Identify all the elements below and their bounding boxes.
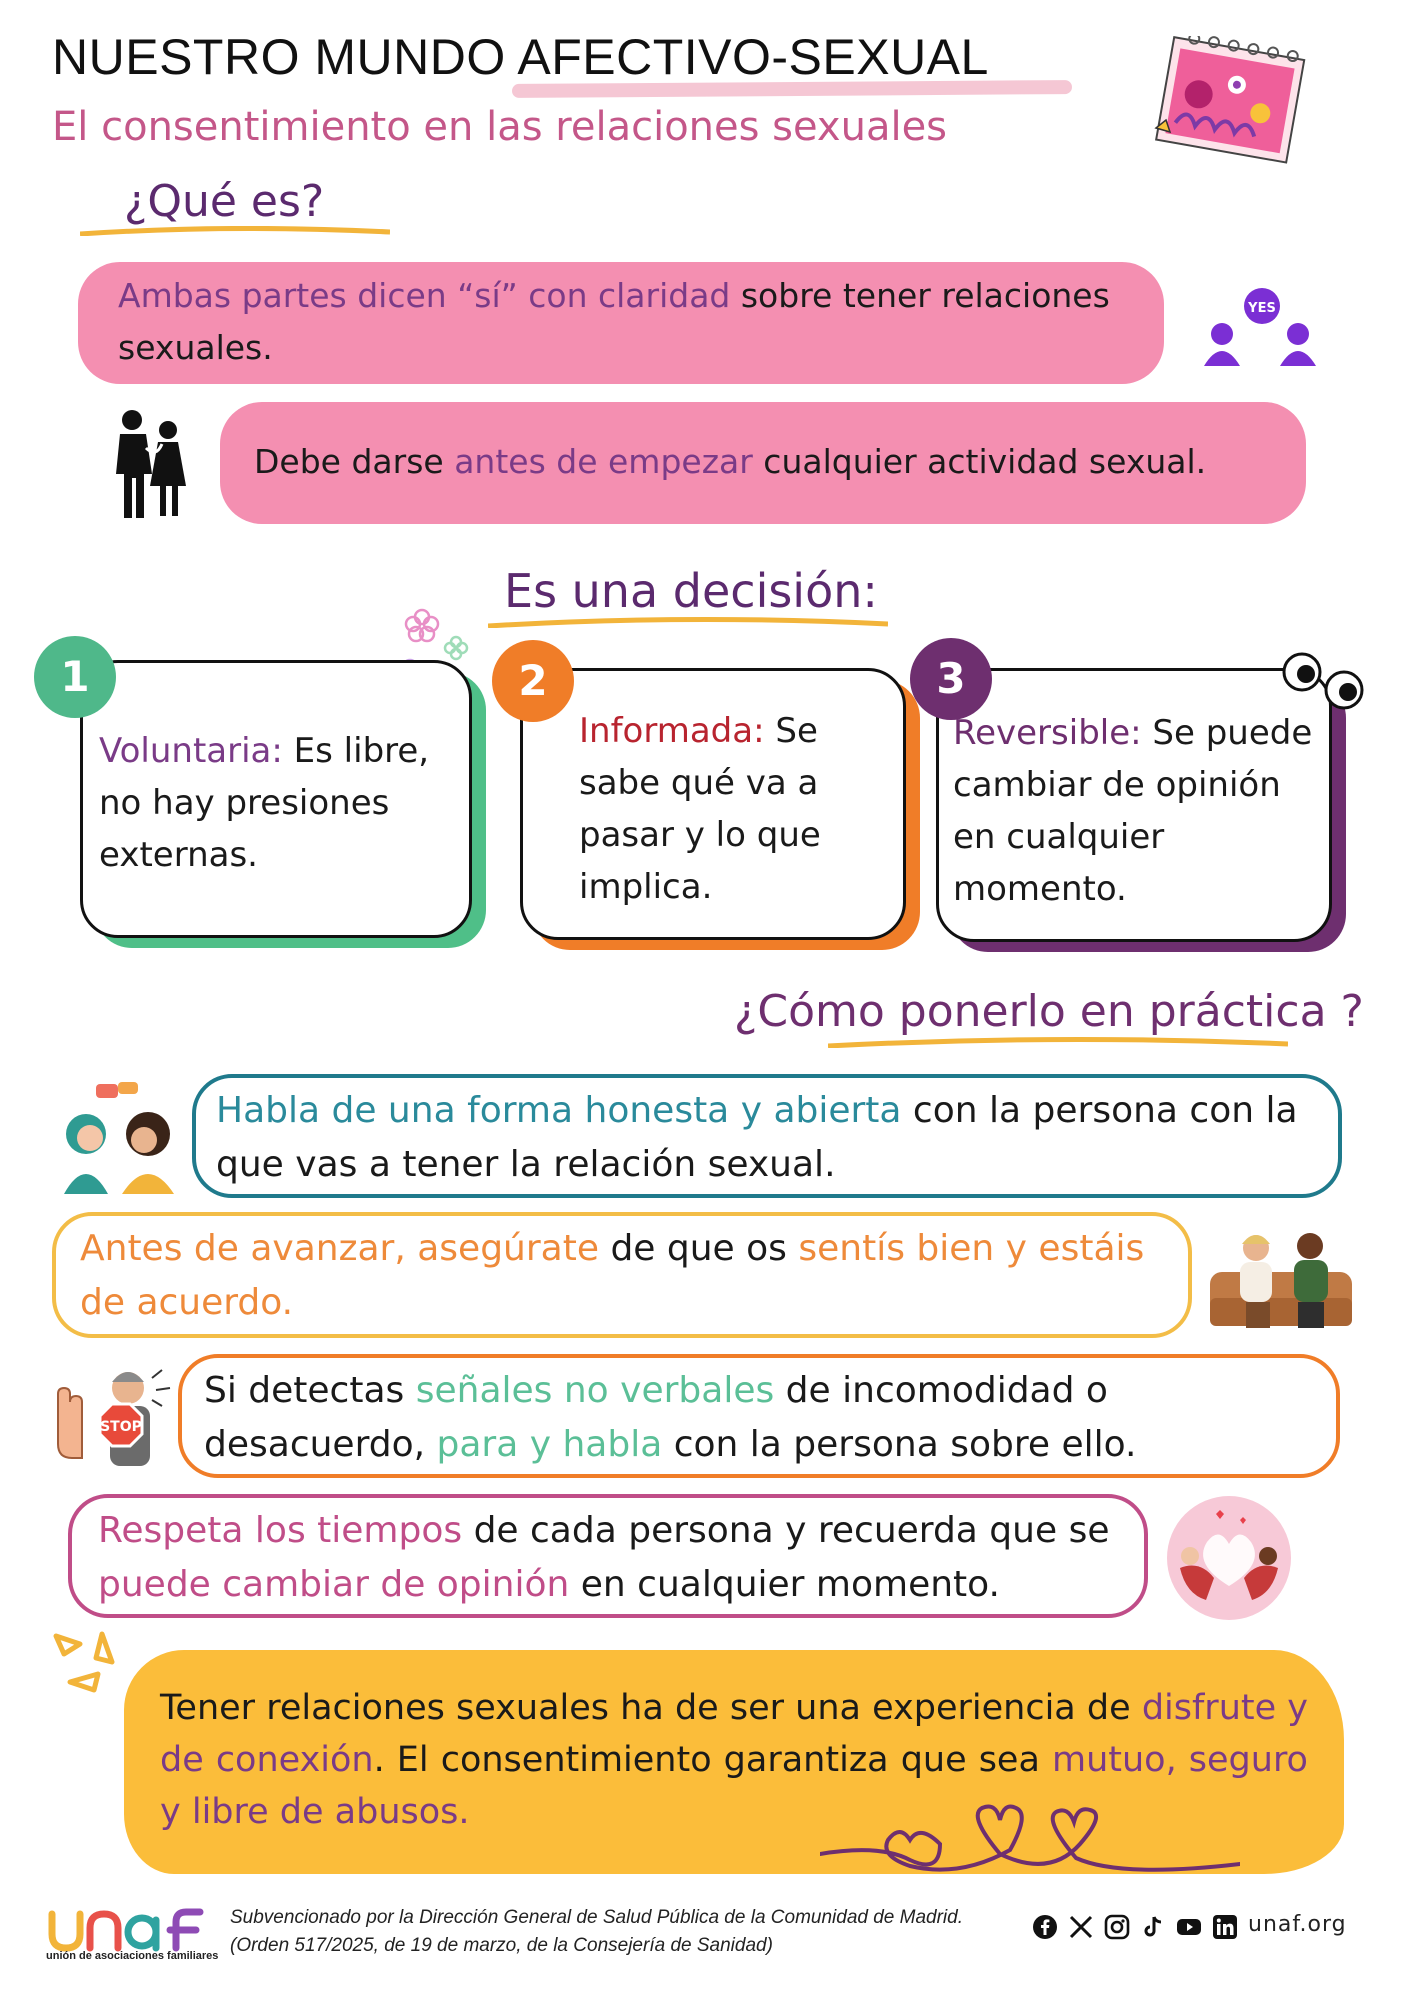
instagram-icon[interactable] <box>1104 1914 1130 1940</box>
youtube-icon[interactable] <box>1176 1914 1202 1940</box>
practice-text: Si detectas <box>204 1370 416 1411</box>
practice-highlight: sentís bien y estáis de acuerdo. <box>80 1228 1145 1323</box>
practice-highlight: para y habla <box>436 1424 663 1465</box>
practice-item-communication <box>192 1074 1342 1198</box>
tiktok-icon[interactable] <box>1140 1914 1166 1940</box>
hearts-doodle-icon <box>820 1774 1240 1874</box>
couple-icon <box>110 408 190 520</box>
heading-underline <box>488 616 888 628</box>
conversation-illustration <box>56 1078 180 1194</box>
section-heading-decision: Es una decisión: <box>504 564 878 618</box>
timing-highlight: antes de empezar <box>454 442 753 481</box>
practice-text: de incomodidad o desacuerdo, <box>204 1370 1108 1465</box>
decision-card-voluntaria <box>80 660 472 938</box>
practice-text: en cualquier momento. <box>569 1564 1000 1605</box>
practice-item-respect <box>68 1494 1148 1618</box>
couple-on-couch-illustration <box>1206 1226 1356 1334</box>
social-links <box>1032 1914 1238 1940</box>
card-text: Es libre, no hay presiones externas. <box>99 731 430 875</box>
definition-text: sobre tener relaciones sexuales. <box>118 276 1110 367</box>
x-icon[interactable] <box>1068 1914 1094 1940</box>
timing-pill <box>220 402 1306 524</box>
svg-text:YES: YES <box>1248 301 1276 316</box>
practice-highlight: Antes de avanzar, asegúrate <box>80 1228 599 1269</box>
closing-highlight: mutuo, seguro y libre de abusos. <box>160 1740 1308 1832</box>
closing-highlight: disfrute y de conexión <box>160 1688 1309 1780</box>
card-text: Se sabe qué va a pasar y lo que implica. <box>579 711 821 907</box>
timing-text-start: Debe darse <box>254 442 455 481</box>
heading-underline <box>80 226 390 236</box>
practice-item-agreement <box>52 1212 1192 1338</box>
practice-highlight: Respeta los tiempos <box>98 1510 463 1551</box>
definition-pill <box>78 262 1164 384</box>
card-label: Reversible: <box>953 713 1142 753</box>
unaf-logo <box>46 1906 206 1984</box>
heart-hands-illustration <box>1164 1494 1294 1622</box>
calendar-illustration <box>1150 36 1312 166</box>
practice-text: con la persona sobre ello. <box>662 1424 1137 1465</box>
decision-card-informada <box>520 668 906 940</box>
section-heading-que-es: ¿Qué es? <box>124 176 325 227</box>
card-text: Se puede cambiar de opinión en cualquier momento. <box>953 713 1313 909</box>
practice-highlight: Habla de una forma honesta y abierta <box>216 1090 902 1131</box>
number-badge-1: 1 <box>34 636 116 718</box>
unaf-logo-caption: unión de asociaciones familiares <box>46 1950 219 1962</box>
decision-card-reversible <box>936 668 1332 942</box>
card-label: Voluntaria: <box>99 731 283 771</box>
closing-text: Tener relaciones sexuales ha de ser una experiencia de <box>160 1688 1142 1728</box>
timing-text-end: cualquier actividad sexual. <box>752 442 1207 481</box>
linkedin-icon[interactable] <box>1212 1914 1238 1940</box>
practice-item-nonverbal <box>178 1354 1340 1478</box>
closing-text: . El consentimiento garantiza que sea <box>373 1740 1052 1780</box>
practice-highlight: señales no verbales <box>415 1370 775 1411</box>
website-link[interactable]: unaf.org <box>1248 1912 1347 1937</box>
practice-text: de que os <box>599 1228 799 1269</box>
page-subtitle: El consentimiento en las relaciones sexuales <box>52 104 948 150</box>
svg-text:STOP: STOP <box>100 1419 142 1435</box>
practice-highlight: puede cambiar de opinión <box>98 1564 570 1605</box>
heading-underline <box>828 1036 1288 1048</box>
page-title: NUESTRO MUNDO AFECTIVO-SEXUAL <box>52 29 989 85</box>
practice-text: con la persona con la que vas a tener la relación sexual. <box>216 1090 1298 1185</box>
section-heading-practica: ¿Cómo ponerlo en práctica ? <box>734 986 1364 1037</box>
facebook-icon[interactable] <box>1032 1914 1058 1940</box>
number-badge-3: 3 <box>910 638 992 720</box>
practice-text: de cada persona y recuerda que se <box>462 1510 1110 1551</box>
googly-eyes-icon <box>1276 650 1370 714</box>
number-badge-2: 2 <box>492 640 574 722</box>
two-people-yes-icon <box>1200 288 1320 368</box>
funding-notice: Subvencionado por la Dirección General de Salud Pública de la Comunidad de Madrid. (Orden 517/2025, de 19 de marzo, de la Consejería de Sanidad) <box>230 1907 964 1956</box>
definition-highlight: Ambas partes dicen “sí” con claridad <box>118 276 731 315</box>
card-label: Informada: <box>579 711 765 751</box>
stop-gesture-illustration <box>52 1364 176 1474</box>
